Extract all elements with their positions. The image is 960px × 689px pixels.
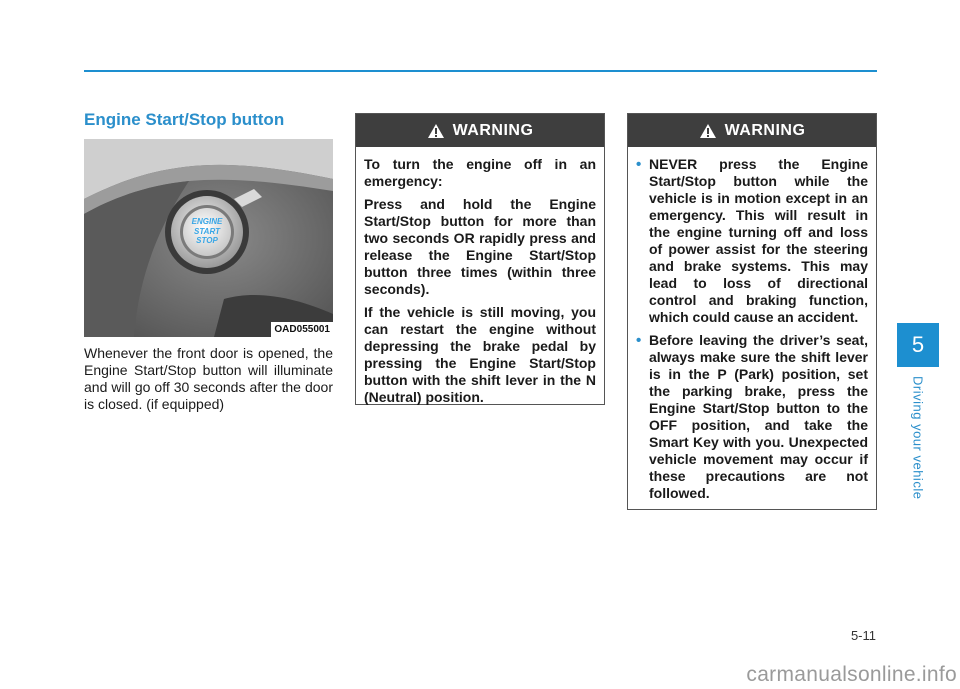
warning-paragraph: To turn the engine off in an emergency:: [364, 156, 596, 189]
warning-box-emergency: [355, 113, 605, 405]
warning-bullet-list: [636, 156, 868, 502]
warning-paragraph: Press and hold the Engine Start/Stop button for more than two seconds OR rapidly press and release the Engine Start/Stop button three times (within three seconds).: [364, 196, 596, 297]
warning-heading: WARNING: [724, 121, 806, 139]
warning-paragraph: If the vehicle is still moving, you can restart the engine without depressing the brake pedal by pressing the Engine Start/Stop button with the shift lever in the N (Neutral) position.: [364, 304, 596, 405]
button-label-stop: STOP: [196, 236, 218, 245]
list-item: [636, 156, 868, 326]
engine-start-button-photo: [84, 139, 333, 337]
header-rule: [84, 70, 877, 72]
warning-heading: WARNING: [452, 121, 534, 139]
warning-triangle-icon: [427, 123, 445, 139]
list-item: [636, 332, 868, 502]
bullet-dot-icon: •: [636, 332, 642, 349]
warning-body: [356, 147, 604, 422]
section-title: Engine Start/Stop button: [84, 110, 285, 129]
page-number: 5-11: [850, 628, 876, 643]
warning-header: [628, 114, 876, 147]
bullet-text: NEVER press the Engine Start/Stop button while the vehicle is in motion except in an emergency. This will result in the engine turning off and loss of power assist for the steering and brake systems. This may lead to loss of directional control and braking function, which could cause an accident.: [649, 156, 868, 325]
chapter-name: Driving your vehicle: [910, 376, 926, 500]
warning-triangle-icon: [699, 123, 717, 139]
button-label-start: START: [194, 227, 220, 236]
button-label-engine: ENGINE: [191, 217, 223, 226]
watermark: carmanualsonline.info: [746, 663, 957, 686]
body-paragraph: Whenever the front door is opened, the Engine Start/Stop button will illuminate and will go off 30 seconds after the door is closed. (if equipped): [84, 345, 333, 412]
figure-code: OAD055001: [271, 322, 333, 337]
bullet-dot-icon: •: [636, 156, 642, 173]
warning-body: [628, 147, 876, 518]
bullet-text: Before leaving the driver’s seat, always make sure the shift lever is in the P (Park) position, set the parking brake, press the Engine Start/Stop button to the OFF position, and take the Smart Key with you. Unexpected vehicle movement may occur if these precautions are not followed.: [649, 332, 868, 501]
warning-box-safety: [627, 113, 877, 510]
chapter-number-tab: 5: [897, 323, 939, 367]
dashboard-illustration: [84, 139, 333, 337]
warning-header: [356, 114, 604, 147]
